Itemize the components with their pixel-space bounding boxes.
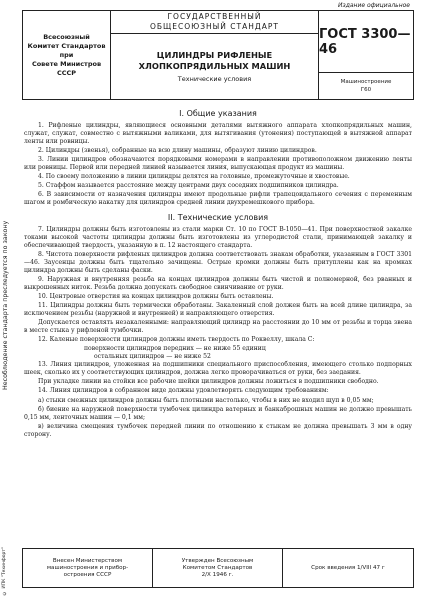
hardness-line: поверхности цилиндров передних — не ниже 55 единиц (84, 345, 266, 353)
committee-block (23, 11, 111, 99)
committee-line: Комитет Стандартов (27, 41, 106, 50)
document-header (22, 10, 414, 100)
document-body (24, 104, 412, 440)
paragraph: 14. Линия цилиндров в собранном виде должны удовлетворять следующим требованиям: (38, 387, 329, 395)
footer-line: 2/X 1946 г. (201, 571, 234, 578)
standard-type-line: ГОСУДАРСТВЕННЫЙ (167, 12, 262, 21)
paragraph: При укладке линии на стойки все рабочие шейки цилиндров должны ложиться в подшипники свободно. (38, 378, 379, 386)
paragraph: 7. Цилиндры должны быть изготовлены из стали марки Ст. 10 по ГОСТ В-1050—41. При поверхностной закалке токами высокой частоты цилиндры должны быть изготовлены из углеродистой стали, принимающей закалку и обеспечивающей твердость, указанную в п. 12 настоящего стандарта. (24, 225, 412, 249)
document-footer (22, 548, 414, 588)
standard-type (111, 11, 318, 34)
category-block (319, 73, 413, 99)
title-block (111, 11, 319, 99)
footer-introduced (23, 549, 153, 587)
paragraph: 11. Цилиндры должны быть термически обработаны. Закаленный слой должен быть на всей длине цилиндра, за исключением резьбы (наружной и внутренней) и направляющего отверстия. (24, 301, 412, 318)
footer-line: Комитетом Стандартов (182, 564, 253, 571)
edition-note: Издание официальное (338, 2, 410, 9)
standard-type-line: ОБЩЕСОЮЗНЫЙ СТАНДАРТ (150, 22, 279, 31)
paragraph: 10. Центровые отверстия на концах цилиндров должны быть оставлены. (38, 292, 274, 300)
paragraph: 1. Рифленые цилиндры, являющиеся основными деталями вытяжного аппарата хлопкопрядильных машин, служат, служат, совместно с вытяжными валиками, для вытягивания (утонения) поступающей в вытяжной аппарат ленты или ровницы. (24, 122, 412, 146)
paragraph: 8. Чистота поверхности рифленых цилиндров должна соответствовать знакам обработки, указанным в ГОСТ 3301—46. Заусенцы должны быть тщательно зачищены. Острые кромки должны быть притуплены как на кромках цилиндра должны быть сделаны фаски. (24, 250, 412, 274)
footer-approved (153, 549, 283, 587)
committee-line: при (59, 50, 74, 59)
doc-subtitle: Технические условия (177, 75, 252, 83)
paragraph: 9. Наружная и внутренняя резьба на концах цилиндров должны быть чистой и полномерной, без рванных и выкрошенных ниток. Резьба должна допускать свободное свинчивание от руки. (24, 275, 412, 291)
category-line: Машиностроение (340, 79, 392, 85)
side-note: Несоблюдение стандарта преследуется по закону (2, 220, 9, 390)
footer-effective-date: Срок введения 1/VIII 47 г (311, 564, 385, 571)
hardness-line: остальных цилиндров — не ниже 52 (94, 353, 211, 361)
paragraph: 6. В зависимости от назначения цилиндры имеют продольные рифли трапецоидального сечения с переменным шагом и ромбическую накатку для цилиндров средней линии двухремешкового прибора. (24, 191, 412, 207)
section-title: I. Общие указания (179, 109, 257, 118)
paragraph: 2. Цилиндры (звенья), собранные на всю длину машины, образуют линию цилиндров. (38, 147, 317, 155)
paragraph: 3. Линии цилиндров обозначаются порядковыми номерами в направлении противоположном движению ленты или ровницы. Первой или передней линией называется линия, выпускающая продукт из машины. (24, 156, 412, 172)
committee-line: СССР (56, 68, 77, 77)
code-block (319, 11, 413, 99)
paragraph: 13. Линия цилиндров, уложенная на подшипники специального приспособления, имеющего столько подпорных шеек, сколько их у соответствующих цилиндров, должна легко проворачиваться от руки, без заедания. (24, 361, 412, 377)
footer-line: машиностроения и прибор- (46, 564, 129, 571)
requirement-item: а) стыки смежных цилиндров должны быть плотными настолько, чтобы в них не входил щуп в 0,05 мм; (38, 396, 374, 404)
requirement-item: в) величина смещения тумбочек передней линии по отношению к стыкам не должна превышать 3 мм в одну сторону. (24, 422, 412, 438)
requirement-item: б) биение на наружной поверхности тумбочек цилиндра ватерных и банкаброшных машин не должно превышать 0,15 мм, ленточных машин — 0,1 мм; (24, 405, 412, 421)
title-body (111, 34, 318, 99)
section-title: II. Технические условия (167, 212, 269, 222)
footer-line: остроения СССР (63, 571, 112, 578)
paragraph: 5. Стаффом называется расстояние между центрами двух соседних подшипников цилиндра. (38, 182, 339, 190)
side-footer: © ИПК "Техинфорт" (2, 546, 7, 595)
doc-title-line: ЦИЛИНДРЫ РИФЛЕНЫЕ (156, 50, 273, 60)
paragraph: 4. По своему положению в линии цилиндры делятся на головные, промежуточные и хвостовые. (38, 173, 350, 181)
paragraph: 12. Каленые поверхности цилиндров должны иметь твердость по Роквеллу, шкала С: (38, 336, 315, 344)
committee-line: Всесоюзный (43, 32, 90, 41)
category-code: Г60 (360, 87, 372, 93)
footer-line: Внесен Министерством (52, 557, 123, 564)
footer-line: Утвержден Всесоюзным (181, 557, 254, 564)
doc-title-line: ХЛОПКОПРЯДИЛЬНЫХ МАШИН (138, 61, 291, 71)
paragraph: Допускается оставлять незакаленными: направляющий цилиндр на расстоянии до 10 мм от резьбы и торца звена в месте стыка у рифленой тумбочки. (24, 319, 412, 335)
committee-line: Совете Министров (31, 59, 102, 68)
gost-code: ГОСТ 3300—46 (319, 11, 413, 73)
